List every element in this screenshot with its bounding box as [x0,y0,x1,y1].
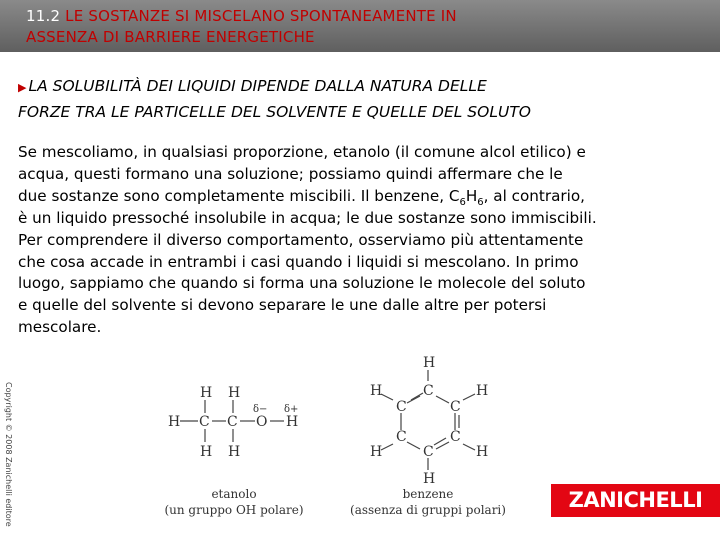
partial-charge-plus: δ+ [284,404,299,415]
atom-h: H [200,385,213,401]
copyright-notice [3,382,15,527]
body-line: mescolare. [18,318,102,337]
title-line-1: LE SOSTANZE SI MISCELANO SPONTANEAMENTE IN [65,7,457,25]
atom-c: C [396,399,407,415]
atom-c: C [199,414,210,430]
atom-c: C [423,383,434,399]
ethanol-caption: (un gruppo OH polare) [164,503,304,517]
subscript: 6 [459,196,466,208]
atom-h: H [423,471,436,487]
body-paragraph [18,142,710,339]
atom-h: H [200,444,213,460]
slide-header [0,0,720,52]
body-line: Se mescoliamo, in qualsiasi proporzione, etanolo (il comune alcol etilico) e [18,143,586,161]
benzene-label: benzene [402,487,454,501]
atom-c: C [227,414,238,430]
subheading-line-1: LA SOLUBILITÀ DEI LIQUIDI DIPENDE DALLA NATURA DELLE [28,77,487,95]
subheading-line-2: FORZE TRA LE PARTICELLE DEL SOLVENTE E QUELLE DEL SOLUTO [18,103,531,121]
triangle-right-icon: ▶ [18,81,27,94]
atom-h: H [423,355,436,371]
atom-h: H [476,383,489,399]
benzene-caption: (assenza di gruppi polari) [350,503,506,517]
body-line: luogo, sappiamo che quando si forma una soluzione le molecole del soluto [18,274,586,293]
partial-charge-minus: δ− [253,404,268,415]
atom-c: C [396,429,407,445]
atom-h: H [370,383,383,399]
subscript: 6 [477,196,484,208]
subheading [18,74,708,124]
copyright-text: Copyright © 2008 Zanichelli editore [4,382,13,527]
body-line: H [465,186,478,205]
molecule-figure [160,350,530,525]
atom-h: H [286,414,299,430]
ethanol-label: etanolo [211,487,257,501]
atom-h: H [228,385,241,401]
zanichelli-logo: ZANICHELLI [551,484,720,517]
atom-h: H [228,444,241,460]
body-line: e quelle del solvente si devono separare le une dalle altre per potersi [18,296,547,315]
body-line: , al contrario, [483,186,586,205]
section-number: 11.2 [26,7,61,25]
slide-title [26,6,706,48]
atom-c: C [423,444,434,460]
body-line: acqua, questi formano una soluzione; possiamo quindi affermare che le [18,164,563,183]
body-line: è un liquido pressoché insolubile in acqua; le due sostanze sono immiscibili. [18,208,597,227]
body-line: Per comprendere il diverso comportamento, osserviamo più attentamente [18,230,584,249]
atom-h: H [370,444,383,460]
atom-c: C [450,399,461,415]
body-line: due sostanze sono completamente miscibili. Il benzene, C [18,186,460,205]
body-line: che cosa accade in entrambi i casi quando i liquidi si mescolano. In primo [18,252,579,271]
atom-c: C [450,429,461,445]
atom-h: H [476,444,489,460]
atom-o: O [256,414,268,430]
title-line-2: ASSENZA DI BARRIERE ENERGETICHE [26,28,315,46]
atom-h: H [168,414,181,430]
